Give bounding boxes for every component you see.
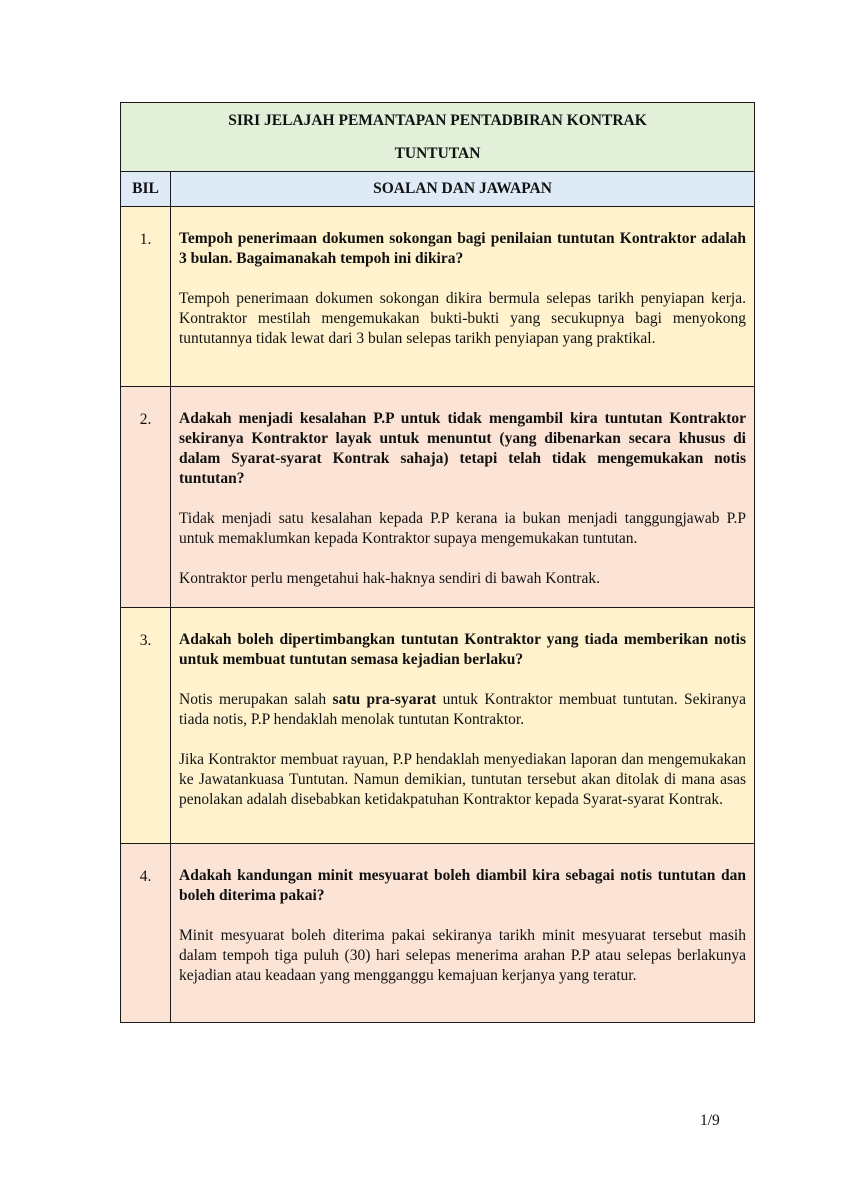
answer-text: Jika Kontraktor membuat rayuan, P.P hendaklah menyediakan laporan dan mengemukakan ke Jawatankuasa Tuntutan. Namun demikian, tuntutan tersebut akan ditolak di mana asas penolakan adalah disebabkan ketidakpatuhan Kontraktor kepada Syarat-syarat Kontrak. [179, 751, 746, 808]
answer-text: Kontraktor perlu mengetahui hak-haknya sendiri di bawah Kontrak. [179, 570, 600, 587]
row-number: 4. [121, 844, 171, 1023]
answer-text-part: untuk Kontraktor membuat tuntutan. Sekiranya tiada notis, P.P hendaklah menolak tuntutan Kontraktor. [179, 691, 746, 728]
answer-text-part: Notis merupakan salah [179, 691, 333, 708]
title-line-1: SIRI JELAJAH PEMANTAPAN PENTADBIRAN KONTRAK [228, 112, 647, 129]
column-header-soalan: SOALAN DAN JAWAPAN [171, 172, 755, 207]
answer-text: Tempoh penerimaan dokumen sokongan dikira bermula selepas tarikh penyiapan kerja. Kontraktor mestilah mengemukakan bukti-bukti yang secukupnya bagi menyokong tuntutannya tidak lewat dari 3 bulan selepas tarikh penyiapan yang praktikal. [179, 290, 746, 347]
table-row [121, 387, 755, 608]
column-header-bil: BIL [121, 172, 171, 207]
page-number: 1/9 [700, 1112, 720, 1129]
qa-table [120, 102, 755, 1023]
row-number: 1. [121, 207, 171, 387]
answer-text [179, 690, 746, 730]
question-text: Adakah boleh dipertimbangkan tuntutan Kontraktor yang tiada memberikan notis untuk membuat tuntutan semasa kejadian berlaku? [179, 631, 746, 668]
answer-text: Minit mesyuarat boleh diterima pakai sekiranya tarikh minit mesyuarat tersebut masih dalam tempoh tiga puluh (30) hari selepas menerima arahan P.P atau selepas berlakunya kejadian atau keadaan yang mengganggu kemajuan kerjanya yang teratur. [179, 927, 746, 984]
table-row [121, 608, 755, 844]
answer-text: Tidak menjadi satu kesalahan kepada P.P kerana ia bukan menjadi tanggungjawab P.P untuk memaklumkan kepada Kontraktor supaya mengemukakan tuntutan. [179, 510, 746, 547]
qa-content [171, 608, 755, 844]
row-number: 2. [121, 387, 171, 608]
row-number: 3. [121, 608, 171, 844]
question-text: Adakah menjadi kesalahan P.P untuk tidak mengambil kira tuntutan Kontraktor sekiranya Kontraktor layak untuk menuntut (yang dibenarkan secara khusus di dalam Syarat-syarat Kontrak sahaja) tetapi telah tidak mengemukakan notis tuntutan? [179, 410, 746, 487]
table-row [121, 207, 755, 387]
qa-content [171, 387, 755, 608]
question-text: Adakah kandungan minit mesyuarat boleh diambil kira sebagai notis tuntutan dan boleh diterima pakai? [179, 867, 746, 904]
qa-content [171, 844, 755, 1023]
qa-content [171, 207, 755, 387]
table-row [121, 844, 755, 1023]
question-text: Tempoh penerimaan dokumen sokongan bagi penilaian tuntutan Kontraktor adalah 3 bulan. Bagaimanakah tempoh ini dikira? [179, 230, 746, 267]
answer-emphasis: satu pra-syarat [332, 691, 437, 708]
title-line-2: TUNTUTAN [394, 145, 481, 162]
document-title [121, 103, 755, 172]
